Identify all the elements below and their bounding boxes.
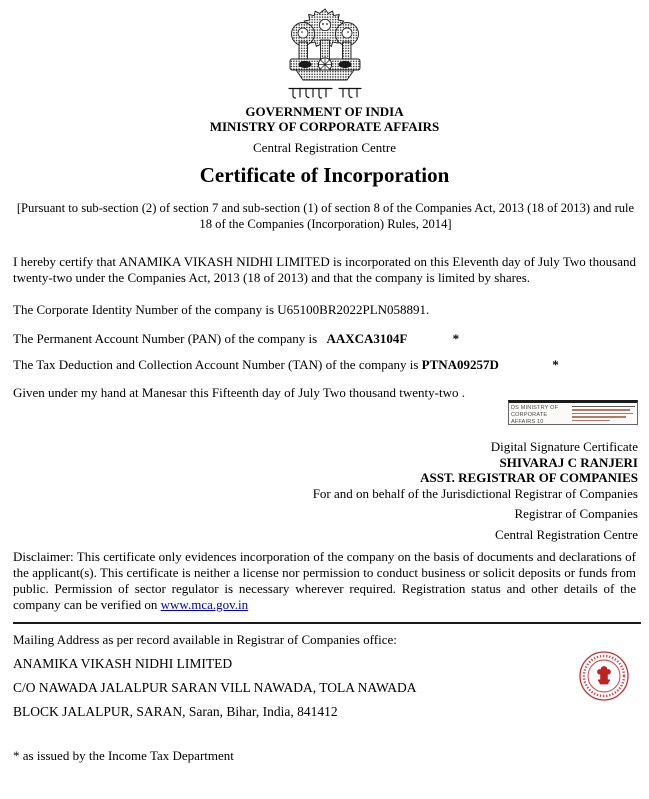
disclaimer-text: Disclaimer: This certificate only evidences incorporation of the company on the basis of documents and declarations of the applicant(s). This certificate is neither a license nor permission to conduct business or solicit deposits or funds from public. Permission of sector regulator is necessary wherever required. Registration status and other details of the company can be verified on xyxy=(13,549,636,612)
certificate-title: Certificate of Incorporation xyxy=(199,163,450,187)
dsc-stamp-details xyxy=(569,403,637,424)
mca-website-link[interactable]: www.mca.gov.in xyxy=(160,597,249,612)
ashoka-emblem-icon xyxy=(277,8,373,84)
pursuant-clause: [Pursuant to sub-section (2) of section 7 and sub-section (1) of section 8 of the Companies Act, 2013 (18 of 2013) and rule 18 of the Companies (Incorporation) Rules, 2014] xyxy=(16,201,635,231)
section-divider xyxy=(13,622,641,624)
mailing-company-name: ANAMIKA VIKASH NIDHI LIMITED xyxy=(13,656,233,671)
dsc-title: Digital Signature Certificate xyxy=(490,439,638,454)
central-registration-centre-heading: Central Registration Centre xyxy=(253,140,396,155)
pan-value: AAXCA3104F xyxy=(326,331,408,346)
pan-label: The Permanent Account Number (PAN) of the company is xyxy=(13,331,318,346)
income-tax-footnote: * as issued by the Income Tax Department xyxy=(13,748,234,763)
signer-designation: ASST. REGISTRAR OF COMPANIES xyxy=(420,470,638,485)
dsc-detail-line xyxy=(572,409,630,411)
central-registration-centre-line: Central Registration Centre xyxy=(495,526,638,542)
certify-statement: I hereby certify that ANAMIKA VIKASH NIDHI LIMITED is incorporated on this Eleventh day of July Two thousand twenty-two under the Companies Act, 2013 (18 of 2013) and that the company is limited by shares. xyxy=(13,254,636,285)
mailing-address-line3: BLOCK JALALPUR, SARAN, Saran, Bihar, India, 841412 xyxy=(13,704,338,719)
on-behalf-line: For and on behalf of the Jurisdictional Registrar of Companies xyxy=(312,485,638,501)
signer-name: SHIVARAJ C RANJERI xyxy=(499,454,638,470)
registrar-of-companies-line: Registrar of Companies xyxy=(514,506,638,521)
digital-signature-stamp xyxy=(508,400,638,425)
tan-value: PTNA09257D xyxy=(421,357,499,372)
ministry-heading: MINISTRY OF CORPORATE AFFAIRS xyxy=(209,119,440,134)
disclaimer xyxy=(13,549,636,613)
pan-line xyxy=(13,331,636,347)
dsc-detail-line xyxy=(572,420,610,422)
emblem-section xyxy=(0,0,649,99)
tan-asterisk: * xyxy=(552,357,559,372)
cin-line: The Corporate Identity Number of the company is U65100BR2022PLN058891. xyxy=(13,302,430,317)
roc-seal-icon xyxy=(578,650,630,702)
dsc-stamp-label: DS MINISTRY OF CORPORATE AFFAIRS 10 xyxy=(511,405,559,425)
mailing-address-heading: Mailing Address as per record available in Registrar of Companies office: xyxy=(13,632,397,647)
dsc-detail-line xyxy=(572,413,633,415)
signature-block xyxy=(0,439,638,542)
mailing-section xyxy=(0,632,649,720)
pan-asterisk: * xyxy=(452,331,460,346)
satyameva-jayate-motto xyxy=(288,86,362,99)
dsc-detail-line xyxy=(572,406,635,408)
given-under-hand-line: Given under my hand at Manesar this Fifteenth day of July Two thousand twenty-two . xyxy=(13,385,465,400)
tan-label: The Tax Deduction and Collection Account Number (TAN) of the company is xyxy=(13,357,419,372)
tan-line xyxy=(13,357,636,373)
mailing-address-line2: C/O NAWADA JALALPUR SARAN VILL NAWADA, TOLA NAWADA xyxy=(13,680,417,695)
roc-seal xyxy=(578,650,630,706)
government-of-india-heading: GOVERNMENT OF INDIA xyxy=(245,104,404,119)
dsc-detail-line xyxy=(572,416,626,418)
